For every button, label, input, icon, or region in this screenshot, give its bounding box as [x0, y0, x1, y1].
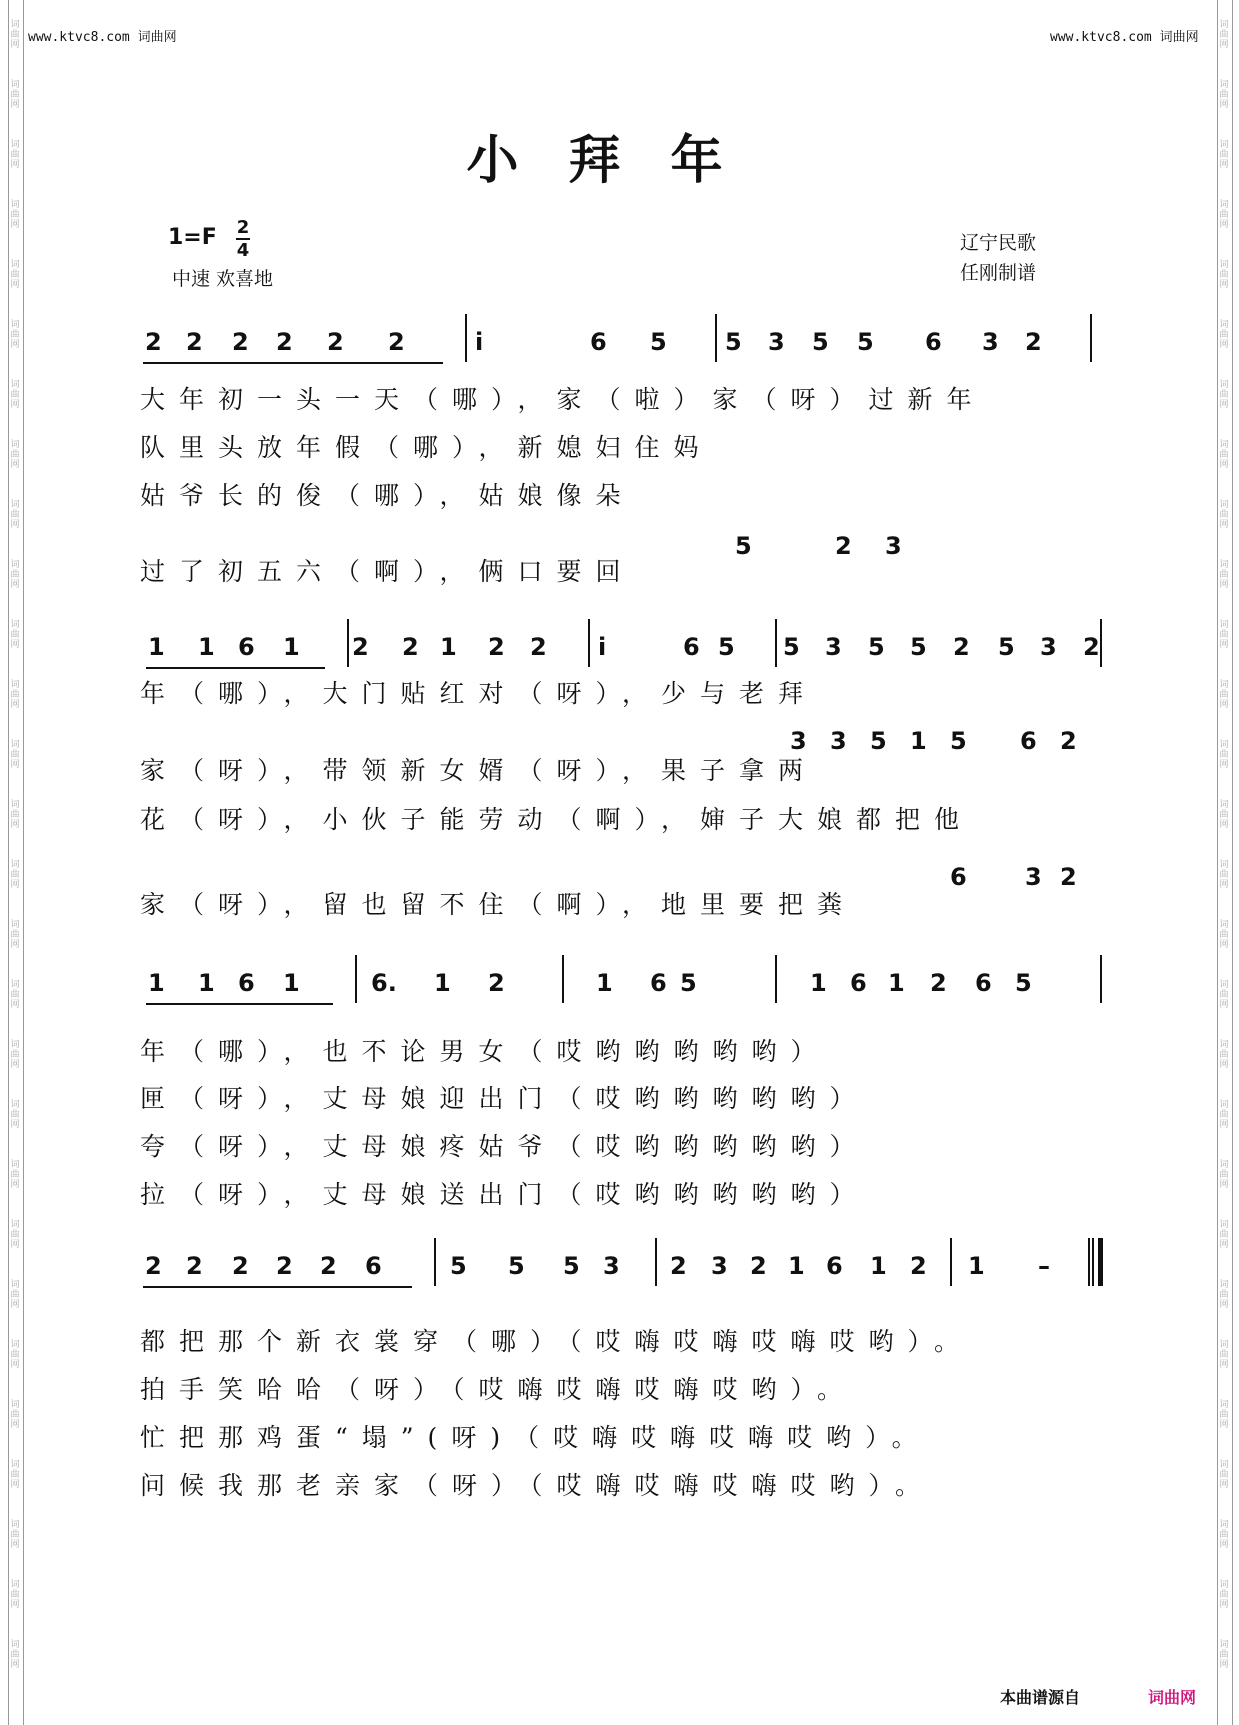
- note: 6: [650, 969, 667, 997]
- time-sig-bottom: 4: [236, 240, 250, 261]
- final-barline-thick: [1098, 1238, 1103, 1286]
- barline: [950, 1238, 952, 1286]
- note: 1: [148, 633, 165, 661]
- note: 1: [596, 969, 613, 997]
- lyric-line: 拍手笑哈哈（呀）（哎嗨哎嗨哎嗨哎哟）。: [140, 1375, 857, 1404]
- watermark-text: 词 曲 网: [10, 20, 20, 50]
- note: 6: [365, 1252, 382, 1280]
- watermark-text: 词 曲 网: [1219, 1340, 1229, 1370]
- watermark-text: 词 曲 网: [1219, 500, 1229, 530]
- note: 2: [1083, 633, 1100, 661]
- watermark-text: 词 曲 网: [1219, 860, 1229, 890]
- note: 2: [232, 328, 249, 356]
- beam: [146, 667, 325, 669]
- watermark-text: 词 曲 网: [1219, 20, 1229, 50]
- watermark-text: 词 曲 网: [1219, 1040, 1229, 1070]
- watermark-text: 词 曲 网: [1219, 1460, 1229, 1490]
- watermark-text: 词 曲 网: [10, 1460, 20, 1490]
- watermark-text: 词 曲 网: [1219, 680, 1229, 710]
- beam: [143, 1286, 412, 1288]
- lyric-line: 年（哪），也不论男女（哎哟哟哟哟哟）: [140, 1037, 830, 1066]
- note: 5: [650, 328, 667, 356]
- alt-note: 2: [1060, 727, 1077, 755]
- note: 6: [590, 328, 607, 356]
- note: 2: [488, 633, 505, 661]
- note: 5: [857, 328, 874, 356]
- alt-note: 3: [830, 727, 847, 755]
- beam: [143, 362, 443, 364]
- watermark-text: 词 曲 网: [10, 680, 20, 710]
- song-title: 小拜年: [466, 130, 773, 191]
- note: 3: [982, 328, 999, 356]
- header-right: www.ktvc8.com 词曲网: [1050, 30, 1199, 45]
- barline: [465, 314, 467, 362]
- note: 2: [320, 1252, 337, 1280]
- note: 1: [283, 633, 300, 661]
- note: 2: [530, 633, 547, 661]
- watermark-text: 词 曲 网: [10, 320, 20, 350]
- note: 2: [145, 328, 162, 356]
- note: 5: [450, 1252, 467, 1280]
- watermark-text: 词 曲 网: [1219, 1520, 1229, 1550]
- barline: [588, 619, 590, 667]
- watermark-text: 词 曲 网: [1219, 620, 1229, 650]
- watermark-text: 词 曲 网: [10, 1520, 20, 1550]
- note: 2: [388, 328, 405, 356]
- watermark-text: 词 曲 网: [1219, 200, 1229, 230]
- watermark-text: 词 曲 网: [10, 980, 20, 1010]
- alt-note: 5: [950, 727, 967, 755]
- note: 5: [868, 633, 885, 661]
- tempo: 中速 欢喜地: [172, 268, 274, 290]
- note: 2: [750, 1252, 767, 1280]
- note: 2: [953, 633, 970, 661]
- lyric-line: 拉（呀），丈母娘送出门（哎哟哟哟哟哟）: [140, 1180, 869, 1209]
- note: 6: [683, 633, 700, 661]
- final-barline: [1092, 1238, 1094, 1286]
- note: 1: [434, 969, 451, 997]
- watermark-text: 词 曲 网: [1219, 1160, 1229, 1190]
- watermark-text: 词 曲 网: [10, 140, 20, 170]
- lyric-line: 姑爷长的俊（哪），姑娘像朵: [140, 481, 635, 510]
- watermark-text: 词 曲 网: [1219, 260, 1229, 290]
- lyric-line: 都把那个新衣裳穿（哪）（哎嗨哎嗨哎嗨哎哟）。: [140, 1327, 974, 1356]
- note: 2: [402, 633, 419, 661]
- note: 5: [563, 1252, 580, 1280]
- note: 5: [812, 328, 829, 356]
- note: 3: [711, 1252, 728, 1280]
- note: 5: [998, 633, 1015, 661]
- note: 2: [232, 1252, 249, 1280]
- note: 3: [1040, 633, 1057, 661]
- watermark-text: 词 曲 网: [10, 620, 20, 650]
- note: 1: [198, 969, 215, 997]
- note: 5: [1015, 969, 1032, 997]
- note: 6: [238, 969, 255, 997]
- note: 1: [810, 969, 827, 997]
- note: 6: [975, 969, 992, 997]
- barline: [655, 1238, 657, 1286]
- watermark-text: 词 曲 网: [10, 800, 20, 830]
- barline: [562, 955, 564, 1003]
- note: 2: [352, 633, 369, 661]
- barline: [775, 955, 777, 1003]
- watermark-text: 词 曲 网: [10, 1280, 20, 1310]
- note: 6.: [371, 969, 397, 997]
- note: 6: [850, 969, 867, 997]
- alt-note: 6: [950, 863, 967, 891]
- note: 1: [440, 633, 457, 661]
- watermark-text: 词 曲 网: [10, 1640, 20, 1670]
- watermark-text: 词 曲 网: [10, 1580, 20, 1610]
- note: 2: [930, 969, 947, 997]
- note: –: [1038, 1252, 1050, 1280]
- arranger: 任刚制谱: [960, 262, 1037, 284]
- watermark-text: 词 曲 网: [10, 440, 20, 470]
- alt-note: 6: [1020, 727, 1037, 755]
- watermark-text: 词 曲 网: [10, 1040, 20, 1070]
- lyric-line: 过了初五六（啊），俩口要回: [140, 557, 635, 586]
- note: 2: [145, 1252, 162, 1280]
- watermark-text: 词 曲 网: [1219, 320, 1229, 350]
- note: 2: [276, 328, 293, 356]
- note: 6: [826, 1252, 843, 1280]
- note: 2: [186, 1252, 203, 1280]
- lyric-line: 家（呀），留也留不住（啊），地里要把粪: [140, 890, 857, 919]
- note: 3: [603, 1252, 620, 1280]
- alt-note: 3: [1025, 863, 1042, 891]
- watermark-text: 词 曲 网: [1219, 800, 1229, 830]
- alt-note: 3: [885, 532, 902, 560]
- note: 6: [925, 328, 942, 356]
- watermark-text: 词 曲 网: [10, 860, 20, 890]
- watermark-text: 词 曲 网: [10, 80, 20, 110]
- watermark-text: 词 曲 网: [10, 740, 20, 770]
- header-left: www.ktvc8.com 词曲网: [28, 30, 177, 45]
- barline: [1100, 955, 1102, 1003]
- note: 5: [783, 633, 800, 661]
- note: 2: [910, 1252, 927, 1280]
- watermark-text: 词 曲 网: [1219, 1220, 1229, 1250]
- note: 3: [825, 633, 842, 661]
- watermark-text: 词 曲 网: [1219, 140, 1229, 170]
- note: 5: [725, 328, 742, 356]
- alt-note: 2: [1060, 863, 1077, 891]
- watermark-text: 词 曲 网: [1219, 1640, 1229, 1670]
- watermark-text: 词 曲 网: [1219, 80, 1229, 110]
- watermark-text: 词 曲 网: [1219, 1280, 1229, 1310]
- lyric-line: 年（哪），大门贴红对（呀），少与老拜: [140, 679, 818, 708]
- lyric-line: 夸（呀），丈母娘疼姑爷（哎哟哟哟哟哟）: [140, 1132, 869, 1161]
- lyric-line: 大年初一头一天（哪），家（啦）家（呀）过新年: [140, 385, 986, 414]
- note: 1: [788, 1252, 805, 1280]
- note: 3: [768, 328, 785, 356]
- watermark-text: 词 曲 网: [10, 380, 20, 410]
- note: 2: [1025, 328, 1042, 356]
- time-sig-top: 2: [236, 217, 250, 238]
- watermark-text: 词 曲 网: [10, 500, 20, 530]
- watermark-text: 词 曲 网: [1219, 440, 1229, 470]
- watermark-text: 词 曲 网: [1219, 740, 1229, 770]
- time-signature: [236, 218, 250, 260]
- note: 2: [276, 1252, 293, 1280]
- barline: [347, 619, 349, 667]
- watermark-text: 词 曲 网: [10, 1100, 20, 1130]
- watermark-text: 词 曲 网: [10, 1400, 20, 1430]
- watermark-text: 词 曲 网: [10, 1220, 20, 1250]
- lyric-line: 家（呀），带领新女婿（呀），果子拿两: [140, 756, 818, 785]
- barline: [434, 1238, 436, 1286]
- note: 2: [488, 969, 505, 997]
- note: 5: [508, 1252, 525, 1280]
- barline: [1100, 619, 1102, 667]
- watermark-text: 词 曲 网: [10, 920, 20, 950]
- watermark-text: 词 曲 网: [1219, 560, 1229, 590]
- note: i: [475, 328, 484, 356]
- barline: [1090, 314, 1092, 362]
- watermark-text: 词 曲 网: [10, 260, 20, 290]
- watermark-text: 词 曲 网: [10, 560, 20, 590]
- note: 2: [186, 328, 203, 356]
- lyric-line: 队里头放年假（哪），新媳妇住妈: [140, 433, 713, 462]
- footer-site: 词曲网: [1148, 1688, 1197, 1707]
- note: 5: [910, 633, 927, 661]
- barline: [355, 955, 357, 1003]
- lyric-line: 问候我那老亲家（呀）（哎嗨哎嗨哎嗨哎哟）。: [140, 1471, 935, 1500]
- beam: [146, 1003, 333, 1005]
- alt-note: 1: [910, 727, 927, 755]
- origin: 辽宁民歌: [960, 232, 1037, 254]
- barline: [775, 619, 777, 667]
- watermark-text: 词 曲 网: [1219, 1400, 1229, 1430]
- note: 2: [327, 328, 344, 356]
- watermark-text: 词 曲 网: [1219, 980, 1229, 1010]
- watermark-text: 词 曲 网: [1219, 1580, 1229, 1610]
- watermark-text: 词 曲 网: [1219, 1100, 1229, 1130]
- lyric-line: 忙把那鸡蛋“塌”(呀)（哎嗨哎嗨哎嗨哎哟）。: [140, 1423, 931, 1452]
- note: 5: [680, 969, 697, 997]
- alt-note: 5: [870, 727, 887, 755]
- note: 6: [238, 633, 255, 661]
- note: 1: [968, 1252, 985, 1280]
- note: 1: [283, 969, 300, 997]
- lyric-line: 花（呀），小伙子能劳动（啊），婶子大娘都把他: [140, 805, 974, 834]
- watermark-text: 词 曲 网: [10, 1340, 20, 1370]
- note: 1: [888, 969, 905, 997]
- note: 5: [718, 633, 735, 661]
- note: i: [598, 633, 607, 661]
- alt-note: 2: [835, 532, 852, 560]
- alt-note: 5: [735, 532, 752, 560]
- barline: [1088, 1238, 1090, 1286]
- watermark-text: 词 曲 网: [1219, 380, 1229, 410]
- barline: [715, 314, 717, 362]
- key-signature: 1=F: [168, 225, 217, 250]
- note: 1: [870, 1252, 887, 1280]
- footer-source: 本曲谱源自: [1000, 1688, 1081, 1707]
- note: 1: [148, 969, 165, 997]
- alt-note: 3: [790, 727, 807, 755]
- watermark-text: 词 曲 网: [10, 1160, 20, 1190]
- note: 2: [670, 1252, 687, 1280]
- watermark-text: 词 曲 网: [1219, 920, 1229, 950]
- note: 1: [198, 633, 215, 661]
- lyric-line: 匣（呀），丈母娘迎出门（哎哟哟哟哟哟）: [140, 1084, 869, 1113]
- watermark-text: 词 曲 网: [10, 200, 20, 230]
